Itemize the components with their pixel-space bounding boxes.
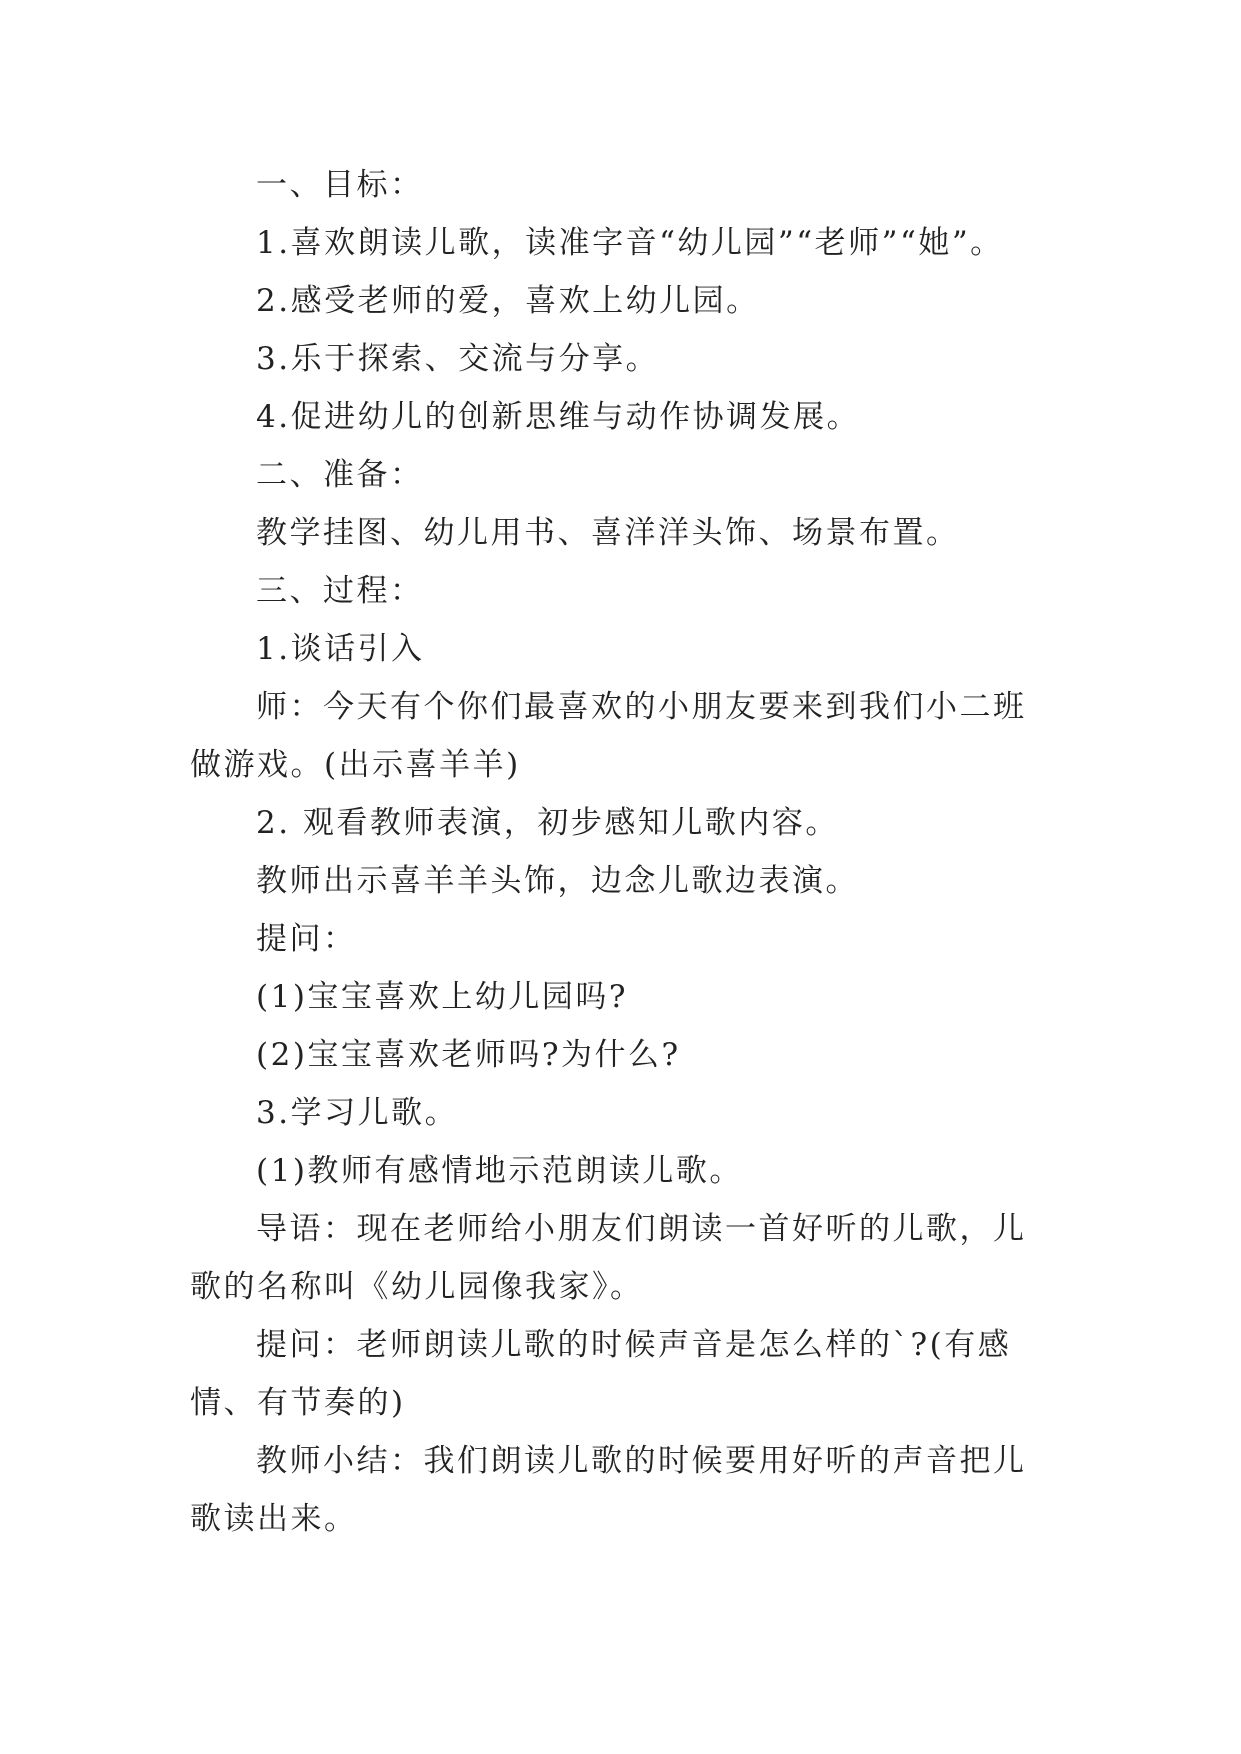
question-paragraph: 提问：老师朗读儿歌的时候声音是怎么样的`?(有感情、有节奏的): [190, 1327, 1012, 1421]
process-step-2: 2. 观看教师表演，初步感知儿歌内容。: [256, 805, 839, 841]
question-1: (1)宝宝喜欢上幼儿园吗?: [256, 979, 629, 1015]
guide-paragraph: 导语：现在老师给小朋友们朗读一首好听的儿歌，儿歌的名称叫《幼儿园像我家》。: [190, 1211, 1027, 1305]
goal-item-1: 1.喜欢朗读儿歌，读准字音“幼儿园”“老师”“她”。: [256, 225, 1004, 261]
goal-item-4: 4.促进幼儿的创新思维与动作协调发展。: [256, 399, 861, 435]
step-3-item-1: (1)教师有感情地示范朗读儿歌。: [256, 1153, 743, 1189]
teacher-performance-text: 教师出示喜羊羊头饰，边念儿歌边表演。: [256, 863, 859, 899]
question-heading: 提问：: [256, 921, 357, 957]
teacher-summary-paragraph: 教师小结：我们朗读儿歌的时候要用好听的声音把儿歌读出来。: [190, 1443, 1027, 1537]
heading-goals: 一、目标：: [256, 167, 424, 203]
process-step-3: 3.学习儿歌。: [256, 1095, 459, 1131]
goal-item-2: 2.感受老师的爱，喜欢上幼儿园。: [256, 283, 760, 319]
preparation-text: 教学挂图、幼儿用书、喜洋洋头饰、场景布置。: [256, 515, 960, 551]
process-step-1: 1.谈话引入: [256, 631, 425, 667]
teacher-intro-paragraph: 师：今天有个你们最喜欢的小朋友要来到我们小二班做游戏。(出示喜羊羊): [190, 689, 1027, 783]
heading-process: 三、过程：: [256, 573, 424, 609]
goal-item-3: 3.乐于探索、交流与分享。: [256, 341, 660, 377]
heading-preparation: 二、准备：: [256, 457, 424, 493]
document-body: [190, 156, 1045, 1548]
question-2: (2)宝宝喜欢老师吗?为什么?: [256, 1037, 681, 1073]
